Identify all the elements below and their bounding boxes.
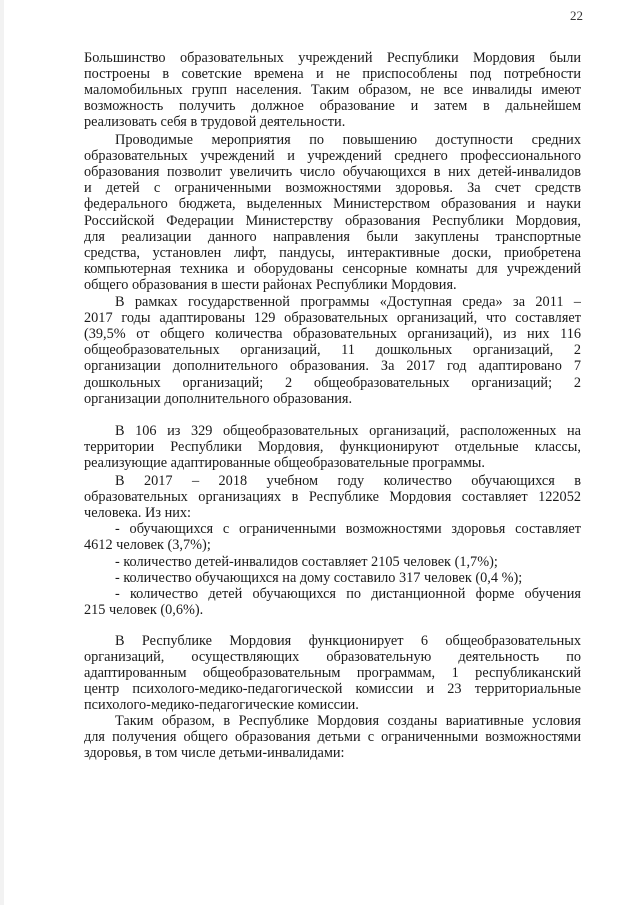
paragraph-5-line-3: человека. Из них: (84, 505, 192, 522)
paragraph-9-line-1: - количество детей обучающихся по дистанционной форме обучения (115, 586, 581, 602)
paragraph-1-line-4: возможность получить должное образование и затем в дальнейшем (84, 98, 581, 115)
paragraph-1-line-1: Большинство образовательных учреждений Республики Мордовия были (84, 50, 581, 66)
paragraph-2-line-4: и детей с ограниченными возможностями здоровья. За счет средств (84, 180, 581, 197)
paragraph-3-line-5: организации дополнительного образования. За 2017 год адаптировано 7 (84, 358, 581, 375)
paragraph-10-line-5: психолого-медико-педагогические комиссии. (84, 697, 359, 714)
paragraph-2-line-6: Российской Федерации Министерству образования Республики Мордовия, (84, 212, 581, 229)
paragraph-7-line-1: - количество детей-инвалидов составляет 2105 человек (1,7%); (115, 554, 498, 570)
paragraph-6-line-2: 4612 человек (3,7%); (84, 537, 211, 554)
paragraph-2-line-3: образования позволит увеличить число обучающихся в них детей-инвалидов (84, 164, 581, 181)
paragraph-3-line-1: В рамках государственной программы «Доступная среда» за 2011 – (115, 294, 581, 310)
paragraph-10-line-4: центр психолого-медико-педагогической комиссии и 23 территориальные (84, 681, 581, 698)
paragraph-3-line-3: (39,5% от общего количества образовательных организаций), из них 116 (84, 326, 581, 343)
paragraph-11-line-3: здоровья, в том числе детьми-инвалидами: (84, 745, 345, 762)
paragraph-3-line-6: дошкольных организаций; 2 общеобразовательных организаций; 2 (84, 374, 581, 391)
paragraph-1-line-2: построены в советские времена и не приспособлены под потребности (84, 66, 581, 83)
paragraph-5-line-1: В 2017 – 2018 учебном году количество обучающихся в (115, 473, 581, 489)
paragraph-2-line-2: образовательных учреждений и учреждений среднего профессионального (84, 148, 581, 165)
page-edge (0, 0, 4, 905)
paragraph-4-line-1: В 106 из 329 общеобразовательных организаций, расположенных на (115, 423, 581, 439)
paragraph-2-line-10: общего образования в шести районах Республики Мордовия. (84, 276, 457, 293)
paragraph-2-line-5: федерального бюджета, выделенных Министерством образования и науки (84, 196, 581, 213)
paragraph-4-line-2: территории Республики Мордовия, функционируют отдельные классы, (84, 439, 581, 456)
paragraph-2-line-7: для реализации данного направления были закуплены транспортные (84, 228, 581, 245)
paragraph-3-line-7: организации дополнительного образования. (84, 390, 353, 407)
paragraph-1-line-5: реализовать себя в трудовой деятельности. (84, 114, 346, 131)
page-number: 22 (570, 8, 583, 23)
paragraph-3-line-4: общеобразовательных организаций, 11 дошкольных организаций, 2 (84, 342, 581, 359)
paragraph-10-line-3: адаптированным общеобразовательным программам, 1 республиканский (84, 665, 581, 682)
paragraph-2-line-1: Проводимые мероприятия по повышению доступности средних (115, 132, 581, 148)
paragraph-10-line-1: В Республике Мордовия функционирует 6 общеобразовательных (115, 633, 581, 649)
paragraph-10-line-2: организаций, осуществляющих образовательную деятельность по (84, 649, 581, 666)
paragraph-2-line-9: компьютерная техника и оборудованы сенсорные комнаты для учреждений (84, 260, 581, 277)
paragraph-3-line-2: 2017 годы адаптированы 129 образовательных организаций, что составляет (84, 310, 581, 327)
paragraph-9-line-2: 215 человек (0,6%). (84, 602, 204, 619)
paragraph-8-line-1: - количество обучающихся на дому составило 317 человек (0,4 %); (115, 570, 523, 586)
paragraph-4-line-3: реализующие адаптированные общеобразовательные программы. (84, 455, 485, 472)
paragraph-2-line-8: средства, установлен лифт, пандусы, интерактивные доски, приобретена (84, 244, 581, 261)
paragraph-11-line-2: для получения общего образования детьми с ограниченными возможностями (84, 729, 581, 746)
paragraph-11-line-1: Таким образом, в Республике Мордовия созданы вариативные условия (115, 713, 581, 729)
paragraph-6-line-1: - обучающихся с ограниченными возможностями здоровья составляет (115, 521, 581, 537)
paragraph-1-line-3: маломобильных групп населения. Таким образом, не все инвалиды имеют (84, 82, 581, 99)
paragraph-5-line-2: образовательных организациях в Республике Мордовия составляет 122052 (84, 489, 581, 506)
